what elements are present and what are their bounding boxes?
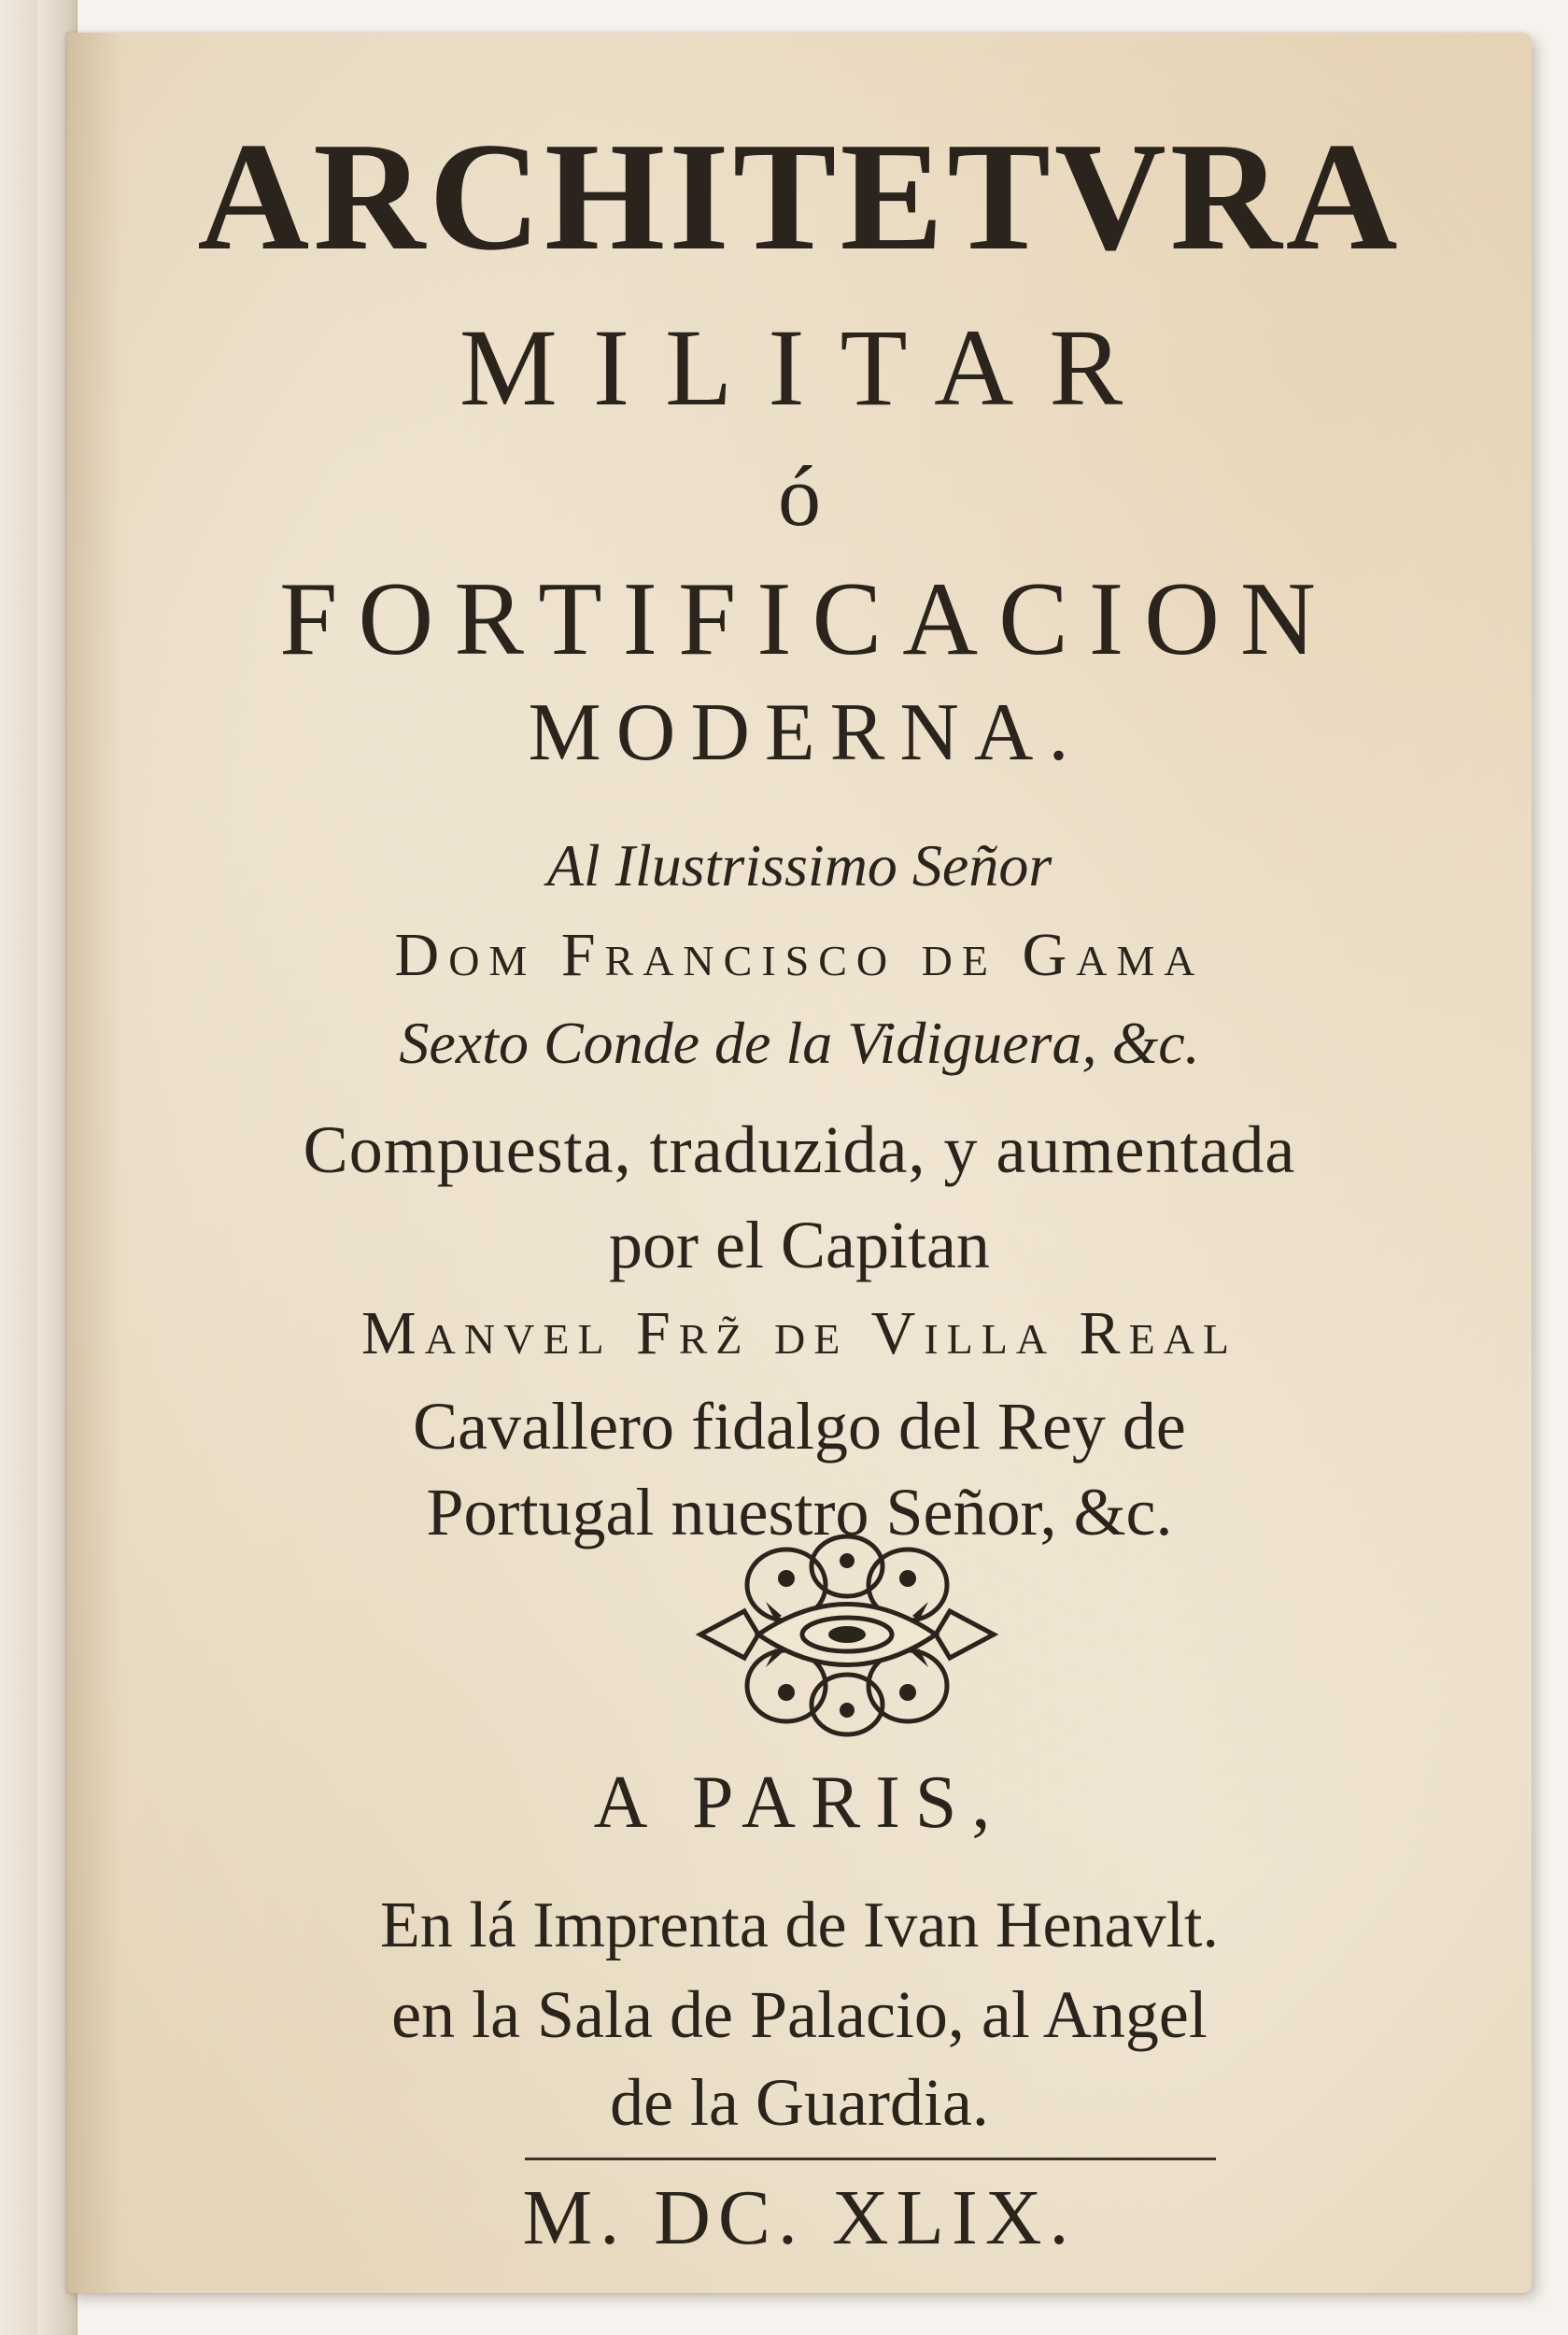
- title-line-3: ó: [778, 448, 821, 544]
- dedication-line-1: Al Ilustrissimo Señor: [546, 832, 1052, 899]
- book-spine: [0, 0, 78, 2335]
- author-line-3: Manvel Frz̃ de Villa Real: [361, 1299, 1237, 1367]
- author-line-4: Cavallero fidalgo del Rey de: [413, 1389, 1186, 1464]
- imprint-place: A PARIS,: [593, 1762, 1006, 1844]
- title-page: [67, 33, 1532, 2293]
- imprint-line-2: En lá Imprenta de Ivan Henavlt.: [380, 1889, 1219, 1961]
- date-rule: [525, 2158, 1216, 2160]
- dedication-line-2: Dom Francisco de Gama: [394, 921, 1205, 989]
- printer-ornament-icon: [693, 1527, 1001, 1742]
- imprint-line-3: en la Sala de Palacio, al Angel: [391, 1977, 1208, 2052]
- title-line-1: ARCHITETVRA: [197, 110, 1402, 282]
- title-line-5: MODERNA.: [528, 687, 1084, 778]
- imprint-date: M. DC. XLIX.: [522, 2174, 1077, 2261]
- previous-leaf-edge: [0, 0, 37, 2335]
- imprint-line-4: de la Guardia.: [610, 2065, 989, 2140]
- author-line-1: Compuesta, traduzida, y aumentada: [303, 1112, 1296, 1187]
- title-line-2: MILITAR: [459, 306, 1159, 429]
- dedication-line-3: Sexto Conde de la Vidiguera, &c.: [399, 1010, 1200, 1076]
- title-line-4: FORTIFICACION: [279, 561, 1336, 677]
- author-line-2: por el Capitan: [609, 1208, 990, 1282]
- author-line-5: Portugal nuestro Señor, &c.: [426, 1475, 1173, 1550]
